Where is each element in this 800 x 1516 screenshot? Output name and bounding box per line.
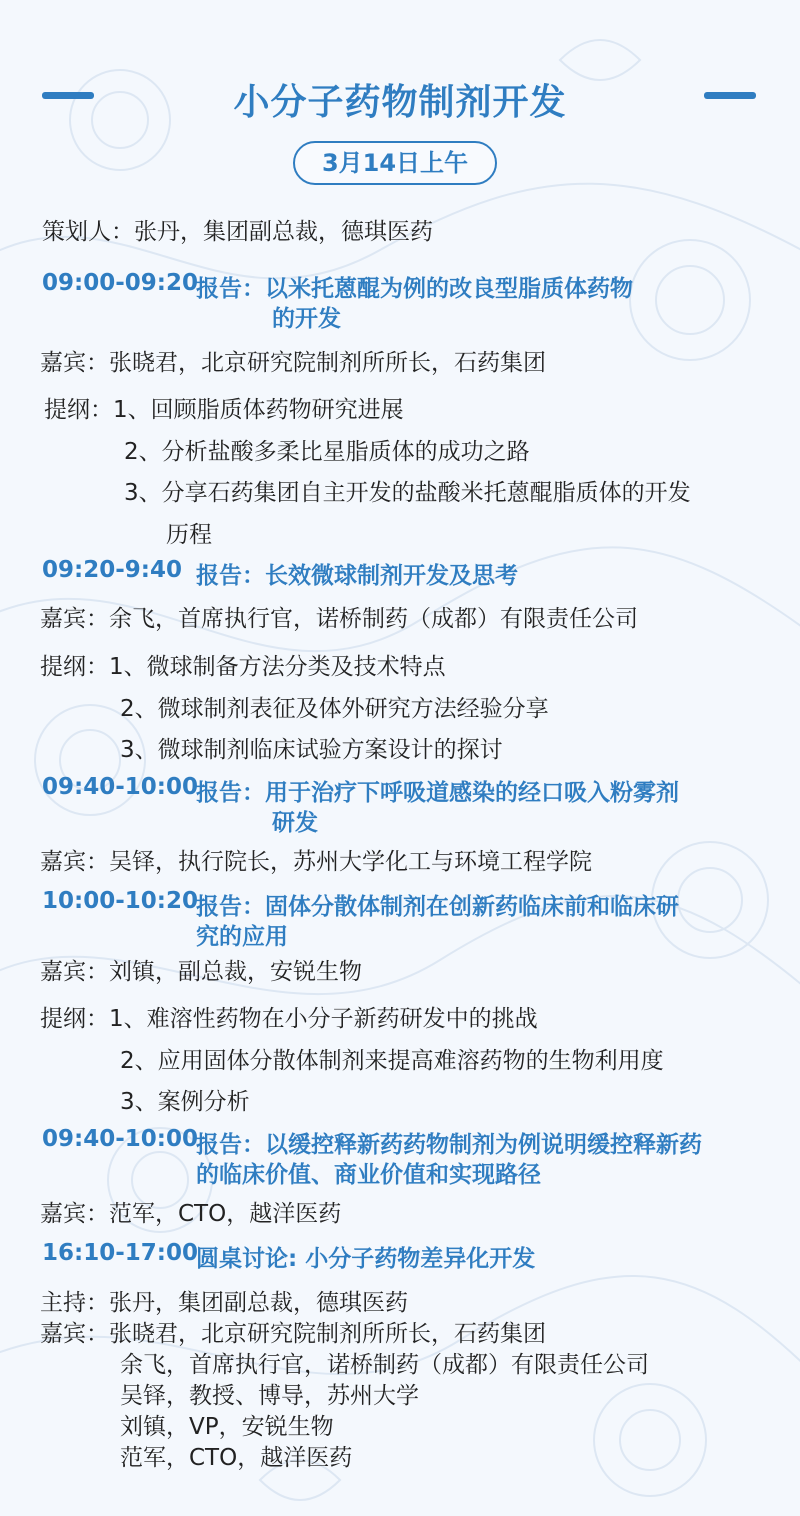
session-time: 10:00-10:20 (42, 888, 198, 914)
outline-item: 2、分析盐酸多柔比星脂质体的成功之路 (124, 439, 530, 465)
session-time: 09:00-09:20 (42, 270, 198, 296)
session-report-cont: 究的应用 (196, 924, 288, 950)
session-time: 09:20-9:40 (42, 557, 182, 583)
outline-item: 提纲：1、难溶性药物在小分子新药研发中的挑战 (40, 1006, 538, 1032)
session-guest: 嘉宾：吴铎，执行院长，苏州大学化工与环境工程学院 (40, 849, 592, 875)
session-time: 09:40-10:00 (42, 1126, 198, 1152)
panel-host: 主持：张丹，集团副总裁，德琪医药 (40, 1290, 408, 1316)
session-report: 报告：以缓控释新药药物制剂为例说明缓控释新药 (196, 1132, 702, 1158)
outline-item-cont: 历程 (166, 522, 212, 548)
session-report: 报告：用于治疗下呼吸道感染的经口吸入粉雾剂 (196, 780, 679, 806)
outline-item: 3、分享石药集团自主开发的盐酸米托蒽醌脂质体的开发 (124, 480, 691, 506)
planner-line: 策划人：张丹，集团副总裁，德琪医药 (42, 219, 433, 245)
outline-item: 提纲：1、回顾脂质体药物研究进展 (44, 397, 404, 423)
outline-item: 2、应用固体分散体制剂来提高难溶药物的生物利用度 (120, 1048, 664, 1074)
outline-item: 提纲：1、微球制备方法分类及技术特点 (40, 654, 446, 680)
session-report: 圆桌讨论: 小分子药物差异化开发 (196, 1246, 536, 1272)
session-guest: 嘉宾：张晓君，北京研究院制剂所所长，石药集团 (40, 350, 546, 376)
session-report-cont: 的临床价值、商业价值和实现路径 (196, 1162, 541, 1188)
session-guest: 嘉宾：范军，CTO，越洋医药 (40, 1201, 342, 1227)
session-guest: 嘉宾：刘镇，副总裁，安锐生物 (40, 959, 362, 985)
outline-item: 3、案例分析 (120, 1089, 250, 1115)
panel-guest: 范军，CTO，越洋医药 (120, 1445, 353, 1471)
session-report-cont: 研发 (272, 810, 318, 836)
panel-guest: 刘镇，VP，安锐生物 (120, 1414, 334, 1440)
outline-item: 3、微球制剂临床试验方案设计的探讨 (120, 737, 503, 763)
panel-guest: 余飞，首席执行官，诺桥制药（成都）有限责任公司 (120, 1352, 649, 1378)
session-time: 09:40-10:00 (42, 774, 198, 800)
session-report: 报告：固体分散体制剂在创新药临床前和临床研 (196, 894, 679, 920)
session-guest: 嘉宾：余飞，首席执行官，诺桥制药（成都）有限责任公司 (40, 606, 638, 632)
panel-guest: 吴铎，教授、博导，苏州大学 (120, 1383, 419, 1409)
session-report-cont: 的开发 (272, 306, 341, 332)
panel-guest: 嘉宾：张晓君，北京研究院制剂所所长，石药集团 (40, 1321, 546, 1347)
session-report: 报告：以米托蒽醌为例的改良型脂质体药物 (196, 276, 633, 302)
date-badge: 3月14日上午 (293, 141, 497, 185)
session-report: 报告：长效微球制剂开发及思考 (196, 563, 518, 589)
page-title: 小分子药物制剂开发 (233, 82, 567, 123)
outline-item: 2、微球制剂表征及体外研究方法经验分享 (120, 696, 549, 722)
session-time: 16:10-17:00 (42, 1240, 198, 1266)
